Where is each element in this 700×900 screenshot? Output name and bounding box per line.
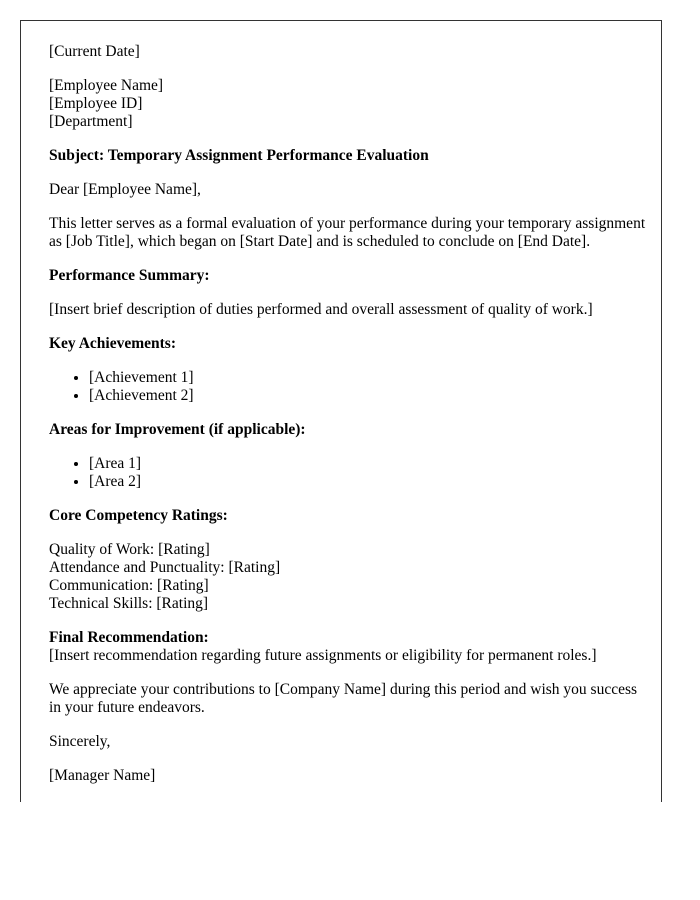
rating-technical-skills: Technical Skills: [Rating]: [49, 595, 209, 612]
sign-off: Sincerely,: [49, 733, 111, 750]
closing-paragraph: We appreciate your contributions to [Company Name] during this period and wish you success in your future endeavors.: [49, 681, 638, 716]
letter-document: [20, 20, 662, 802]
final-recommendation-text: [Insert recommendation regarding future assignments or eligibility for permanent roles.]: [49, 647, 597, 664]
rating-communication: Communication: [Rating]: [49, 577, 209, 594]
list-item: • [Achievement 1]: [89, 369, 648, 387]
current-date: [Current Date]: [49, 43, 140, 60]
intro-paragraph: This letter serves as a formal evaluation of your performance during your temporary assignment as [Job Title], which began on [Start Date] and is scheduled to conclude on [End Date].: [49, 215, 646, 250]
core-competency-ratings: [49, 541, 648, 613]
list-item: • [Area 2]: [89, 473, 648, 491]
salutation: Dear [Employee Name],: [49, 181, 201, 198]
key-achievements-list: [49, 369, 648, 405]
recipient-id: [Employee ID]: [49, 95, 143, 112]
final-recommendation-heading: Final Recommendation:: [49, 629, 209, 646]
key-achievements-heading: Key Achievements:: [49, 335, 176, 352]
rating-quality-of-work: Quality of Work: [Rating]: [49, 541, 210, 558]
recipient-department: [Department]: [49, 113, 133, 130]
recipient-block: [49, 77, 648, 131]
subject-line: Subject: Temporary Assignment Performance Evaluation: [49, 147, 429, 164]
performance-summary-heading: Performance Summary:: [49, 267, 210, 284]
performance-summary-text: [Insert brief description of duties performed and overall assessment of quality of work.]: [49, 301, 593, 318]
recipient-name: [Employee Name]: [49, 77, 164, 94]
areas-for-improvement-heading: Areas for Improvement (if applicable):: [49, 421, 306, 438]
final-recommendation-block: [49, 629, 648, 665]
core-competency-heading: Core Competency Ratings:: [49, 507, 228, 524]
list-item: • [Achievement 2]: [89, 387, 648, 405]
rating-attendance-punctuality: Attendance and Punctuality: [Rating]: [49, 559, 281, 576]
list-item: • [Area 1]: [89, 455, 648, 473]
signature-name: [Manager Name]: [49, 767, 156, 784]
areas-for-improvement-list: [49, 455, 648, 491]
